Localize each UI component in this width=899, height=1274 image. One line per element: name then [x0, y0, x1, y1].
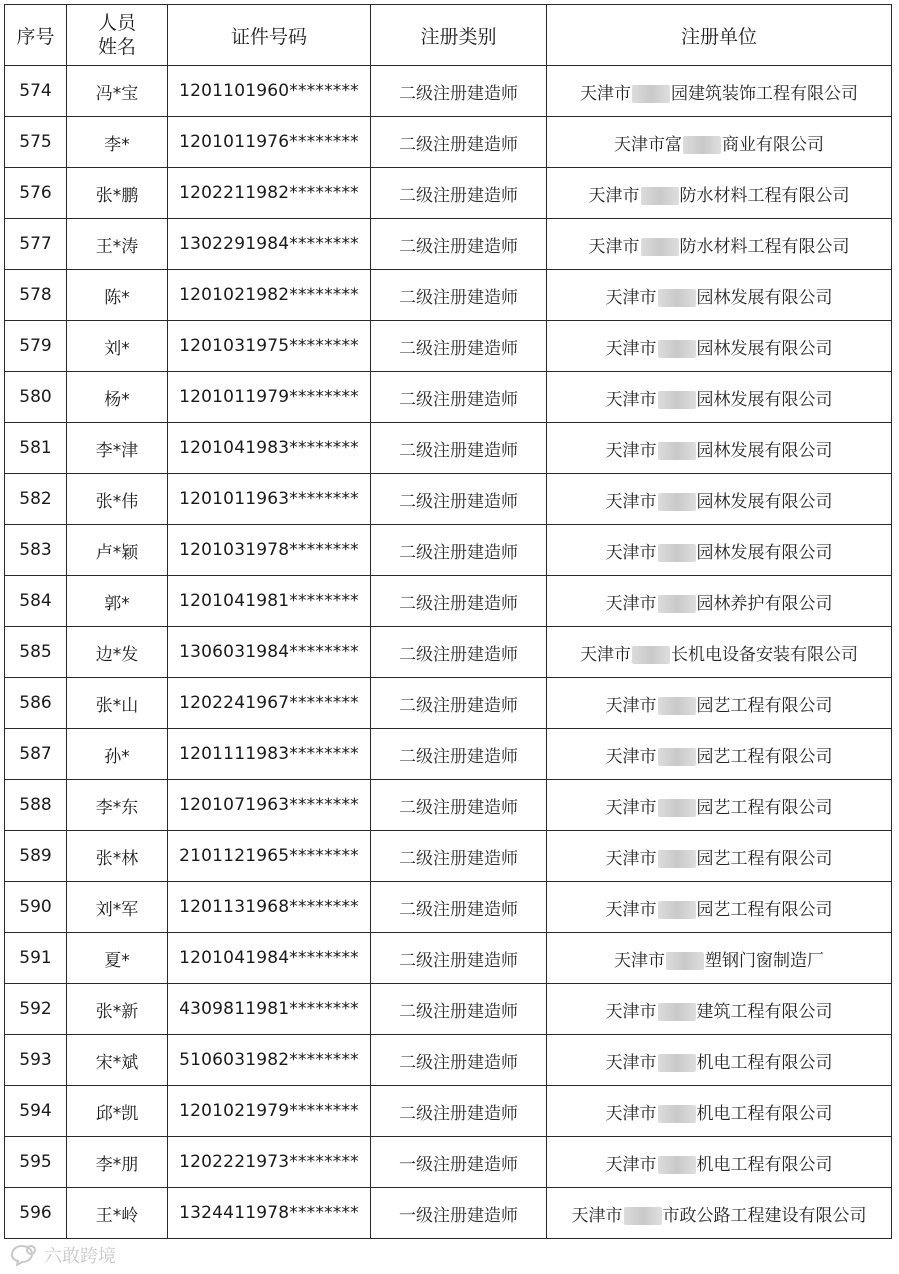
cell-seq: 584: [5, 576, 67, 627]
cell-id-number: 1201041983********: [168, 423, 371, 474]
cell-category: 二级注册建造师: [371, 882, 547, 933]
redaction-blur: [658, 748, 696, 766]
org-prefix: 天津市: [614, 950, 665, 971]
cell-id-number: 1201131968********: [168, 882, 371, 933]
redaction-blur: [658, 1156, 696, 1174]
table-row: [5, 219, 892, 270]
cell-id-number: 1201011963********: [168, 474, 371, 525]
cell-id-number: 1201031975********: [168, 321, 371, 372]
org-suffix: 市政公路工程建设有限公司: [662, 1205, 867, 1226]
cell-organization: [547, 525, 892, 576]
table-row: [5, 1188, 892, 1239]
cell-seq: 587: [5, 729, 67, 780]
cell-organization: [547, 1137, 892, 1188]
cell-organization: [547, 66, 892, 117]
cell-seq: 582: [5, 474, 67, 525]
redaction-blur: [658, 340, 696, 358]
cell-name: 刘*: [67, 321, 168, 372]
header-name-line1: 人员: [97, 12, 136, 34]
cell-id-number: 1201021979********: [168, 1086, 371, 1137]
org-suffix: 园林养护有限公司: [696, 593, 833, 614]
table-row: [5, 780, 892, 831]
header-id: 证件号码: [168, 5, 371, 66]
org-prefix: 天津市: [605, 1154, 657, 1175]
cell-id-number: 1201041981********: [168, 576, 371, 627]
org-suffix: 园艺工程有限公司: [696, 746, 833, 767]
cell-seq: 574: [5, 66, 67, 117]
redaction-blur: [624, 1207, 662, 1225]
redaction-blur: [658, 1054, 696, 1072]
cell-seq: 589: [5, 831, 67, 882]
cell-name: 卢*颖: [67, 525, 168, 576]
cell-name: 李*: [67, 117, 168, 168]
cell-id-number: 1201071963********: [168, 780, 371, 831]
cell-category: 二级注册建造师: [371, 831, 547, 882]
cell-seq: 578: [5, 270, 67, 321]
cell-category: 一级注册建造师: [371, 1137, 547, 1188]
cell-organization: [547, 678, 892, 729]
org-suffix: 园林发展有限公司: [696, 440, 833, 461]
cell-seq: 586: [5, 678, 67, 729]
cell-id-number: 1201021982********: [168, 270, 371, 321]
cell-seq: 575: [5, 117, 67, 168]
cell-organization: [547, 933, 892, 984]
org-prefix: 天津市: [605, 848, 657, 869]
org-suffix: 园林发展有限公司: [696, 389, 833, 410]
table-header: [5, 5, 892, 66]
cell-seq: 583: [5, 525, 67, 576]
header-category: 注册类别: [371, 5, 547, 66]
org-suffix: 园建筑装饰工程有限公司: [671, 83, 858, 104]
redaction-blur: [683, 136, 721, 154]
cell-id-number: 1202241967********: [168, 678, 371, 729]
cell-name: 张*山: [67, 678, 168, 729]
cell-category: 二级注册建造师: [371, 219, 547, 270]
org-suffix: 园林发展有限公司: [696, 542, 833, 563]
cell-organization: [547, 219, 892, 270]
cell-seq: 595: [5, 1137, 67, 1188]
cell-name: 张*林: [67, 831, 168, 882]
redaction-blur: [658, 493, 696, 511]
cell-category: 二级注册建造师: [371, 729, 547, 780]
org-suffix: 防水材料工程有限公司: [679, 185, 850, 206]
cell-organization: [547, 729, 892, 780]
cell-organization: [547, 372, 892, 423]
cell-organization: [547, 1086, 892, 1137]
cell-id-number: 1306031984********: [168, 627, 371, 678]
cell-category: 二级注册建造师: [371, 933, 547, 984]
org-prefix: 天津市: [605, 593, 657, 614]
org-suffix: 机电工程有限公司: [696, 1103, 833, 1124]
org-suffix: 园艺工程有限公司: [696, 848, 833, 869]
cell-organization: [547, 627, 892, 678]
cell-organization: [547, 984, 892, 1035]
table-row: [5, 984, 892, 1035]
cell-category: 二级注册建造师: [371, 423, 547, 474]
org-prefix: 天津市: [571, 1205, 623, 1226]
header-name-line2: 姓名: [97, 36, 136, 58]
cell-name: 杨*: [67, 372, 168, 423]
org-suffix: 园林发展有限公司: [696, 287, 833, 308]
org-prefix: 天津市: [605, 389, 657, 410]
table-body: [5, 66, 892, 1239]
cell-category: 二级注册建造师: [371, 372, 547, 423]
org-prefix: 天津市: [605, 1001, 657, 1022]
cell-name: 宋*斌: [67, 1035, 168, 1086]
cell-name: 郭*: [67, 576, 168, 627]
cell-category: 二级注册建造师: [371, 1086, 547, 1137]
cell-name: 夏*: [67, 933, 168, 984]
cell-id-number: 1201101960********: [168, 66, 371, 117]
org-prefix: 天津市: [588, 185, 640, 206]
org-suffix: 园艺工程有限公司: [696, 695, 833, 716]
header-name: [67, 5, 168, 66]
cell-category: 二级注册建造师: [371, 525, 547, 576]
cell-name: 边*发: [67, 627, 168, 678]
org-suffix: 机电工程有限公司: [696, 1052, 833, 1073]
table-row: [5, 423, 892, 474]
cell-name: 王*涛: [67, 219, 168, 270]
cell-seq: 581: [5, 423, 67, 474]
org-prefix: 天津市: [605, 287, 657, 308]
table-row: [5, 525, 892, 576]
org-prefix: 天津市: [605, 542, 657, 563]
redaction-blur: [658, 1003, 696, 1021]
redaction-blur: [658, 595, 696, 613]
table-row: [5, 66, 892, 117]
table-row: [5, 627, 892, 678]
cell-organization: [547, 321, 892, 372]
cell-organization: [547, 1188, 892, 1239]
cell-organization: [547, 270, 892, 321]
org-prefix: 天津市: [605, 1052, 657, 1073]
table-row: [5, 933, 892, 984]
table-row: [5, 372, 892, 423]
org-suffix: 园艺工程有限公司: [696, 899, 833, 920]
cell-organization: [547, 117, 892, 168]
table-row: [5, 1035, 892, 1086]
cell-id-number: 1201031978********: [168, 525, 371, 576]
chat-bubble-logo-icon: [8, 1244, 38, 1266]
table-row: [5, 831, 892, 882]
redaction-blur: [632, 646, 670, 664]
cell-name: 王*岭: [67, 1188, 168, 1239]
cell-id-number: 1202221973********: [168, 1137, 371, 1188]
org-suffix: 商业有限公司: [722, 134, 824, 155]
org-prefix: 天津市: [605, 695, 657, 716]
cell-seq: 580: [5, 372, 67, 423]
redaction-blur: [658, 544, 696, 562]
cell-name: 冯*宝: [67, 66, 168, 117]
org-prefix: 天津市: [605, 797, 657, 818]
registration-table: [4, 4, 892, 1239]
cell-category: 二级注册建造师: [371, 66, 547, 117]
org-prefix: 天津市: [580, 83, 631, 104]
cell-seq: 591: [5, 933, 67, 984]
cell-category: 二级注册建造师: [371, 780, 547, 831]
cell-organization: [547, 1035, 892, 1086]
table-row: [5, 1086, 892, 1137]
cell-organization: [547, 474, 892, 525]
org-suffix: 塑钢门窗制造厂: [705, 950, 824, 971]
org-prefix: 天津市: [605, 440, 657, 461]
watermark: [8, 1242, 116, 1268]
table-row: [5, 678, 892, 729]
cell-category: 二级注册建造师: [371, 168, 547, 219]
table-row: [5, 882, 892, 933]
org-prefix: 天津市: [605, 899, 657, 920]
cell-category: 二级注册建造师: [371, 117, 547, 168]
redaction-blur: [641, 238, 679, 256]
org-suffix: 机电工程有限公司: [696, 1154, 833, 1175]
cell-seq: 588: [5, 780, 67, 831]
org-prefix: 天津市: [605, 491, 657, 512]
cell-id-number: 1201011976********: [168, 117, 371, 168]
redaction-blur: [658, 289, 696, 307]
table-row: [5, 576, 892, 627]
redaction-blur: [658, 901, 696, 919]
cell-name: 孙*: [67, 729, 168, 780]
cell-seq: 579: [5, 321, 67, 372]
cell-organization: [547, 831, 892, 882]
cell-name: 邱*凯: [67, 1086, 168, 1137]
org-prefix: 天津市: [605, 746, 657, 767]
cell-category: 二级注册建造师: [371, 270, 547, 321]
redaction-blur: [641, 187, 679, 205]
table-row: [5, 321, 892, 372]
cell-id-number: 1324411978********: [168, 1188, 371, 1239]
org-prefix: 天津市: [605, 1103, 657, 1124]
org-prefix: 天津市: [580, 644, 631, 665]
header-row: [5, 5, 892, 66]
cell-category: 二级注册建造师: [371, 474, 547, 525]
redaction-blur: [658, 799, 696, 817]
cell-name: 张*鹏: [67, 168, 168, 219]
org-prefix: 天津市富: [614, 134, 682, 155]
cell-seq: 577: [5, 219, 67, 270]
redaction-blur: [658, 1105, 696, 1123]
redaction-blur: [658, 697, 696, 715]
cell-organization: [547, 780, 892, 831]
cell-name: 陈*: [67, 270, 168, 321]
cell-name: 刘*军: [67, 882, 168, 933]
redaction-blur: [658, 391, 696, 409]
cell-id-number: 1201111983********: [168, 729, 371, 780]
org-prefix: 天津市: [588, 236, 640, 257]
cell-id-number: 4309811981********: [168, 984, 371, 1035]
cell-id-number: 1201011979********: [168, 372, 371, 423]
cell-id-number: 2101121965********: [168, 831, 371, 882]
cell-seq: 590: [5, 882, 67, 933]
org-suffix: 园林发展有限公司: [696, 338, 833, 359]
cell-seq: 596: [5, 1188, 67, 1239]
cell-category: 二级注册建造师: [371, 627, 547, 678]
cell-seq: 594: [5, 1086, 67, 1137]
cell-category: 一级注册建造师: [371, 1188, 547, 1239]
cell-id-number: 5106031982********: [168, 1035, 371, 1086]
cell-name: 李*津: [67, 423, 168, 474]
cell-category: 二级注册建造师: [371, 678, 547, 729]
org-prefix: 天津市: [605, 338, 657, 359]
redaction-blur: [658, 850, 696, 868]
table-row: [5, 270, 892, 321]
table-row: [5, 168, 892, 219]
cell-id-number: 1302291984********: [168, 219, 371, 270]
cell-id-number: 1201041984********: [168, 933, 371, 984]
cell-organization: [547, 168, 892, 219]
org-suffix: 园艺工程有限公司: [696, 797, 833, 818]
table-row: [5, 729, 892, 780]
redaction-blur: [658, 442, 696, 460]
header-seq: 序号: [5, 5, 67, 66]
cell-category: 二级注册建造师: [371, 984, 547, 1035]
cell-seq: 576: [5, 168, 67, 219]
cell-name: 李*东: [67, 780, 168, 831]
cell-seq: 585: [5, 627, 67, 678]
org-suffix: 长机电设备安装有限公司: [671, 644, 858, 665]
header-org: 注册单位: [547, 5, 892, 66]
cell-name: 张*新: [67, 984, 168, 1035]
cell-name: 张*伟: [67, 474, 168, 525]
org-suffix: 建筑工程有限公司: [696, 1001, 833, 1022]
table-row: [5, 1137, 892, 1188]
cell-organization: [547, 576, 892, 627]
table-row: [5, 117, 892, 168]
redaction-blur: [632, 85, 670, 103]
cell-seq: 592: [5, 984, 67, 1035]
org-suffix: 防水材料工程有限公司: [679, 236, 850, 257]
org-suffix: 园林发展有限公司: [696, 491, 833, 512]
cell-category: 二级注册建造师: [371, 1035, 547, 1086]
cell-organization: [547, 882, 892, 933]
cell-category: 二级注册建造师: [371, 576, 547, 627]
cell-id-number: 1202211982********: [168, 168, 371, 219]
cell-category: 二级注册建造师: [371, 321, 547, 372]
watermark-text: 六敢跨境: [44, 1246, 116, 1267]
redaction-blur: [666, 952, 704, 970]
table-row: [5, 474, 892, 525]
cell-seq: 593: [5, 1035, 67, 1086]
cell-organization: [547, 423, 892, 474]
cell-name: 李*朋: [67, 1137, 168, 1188]
